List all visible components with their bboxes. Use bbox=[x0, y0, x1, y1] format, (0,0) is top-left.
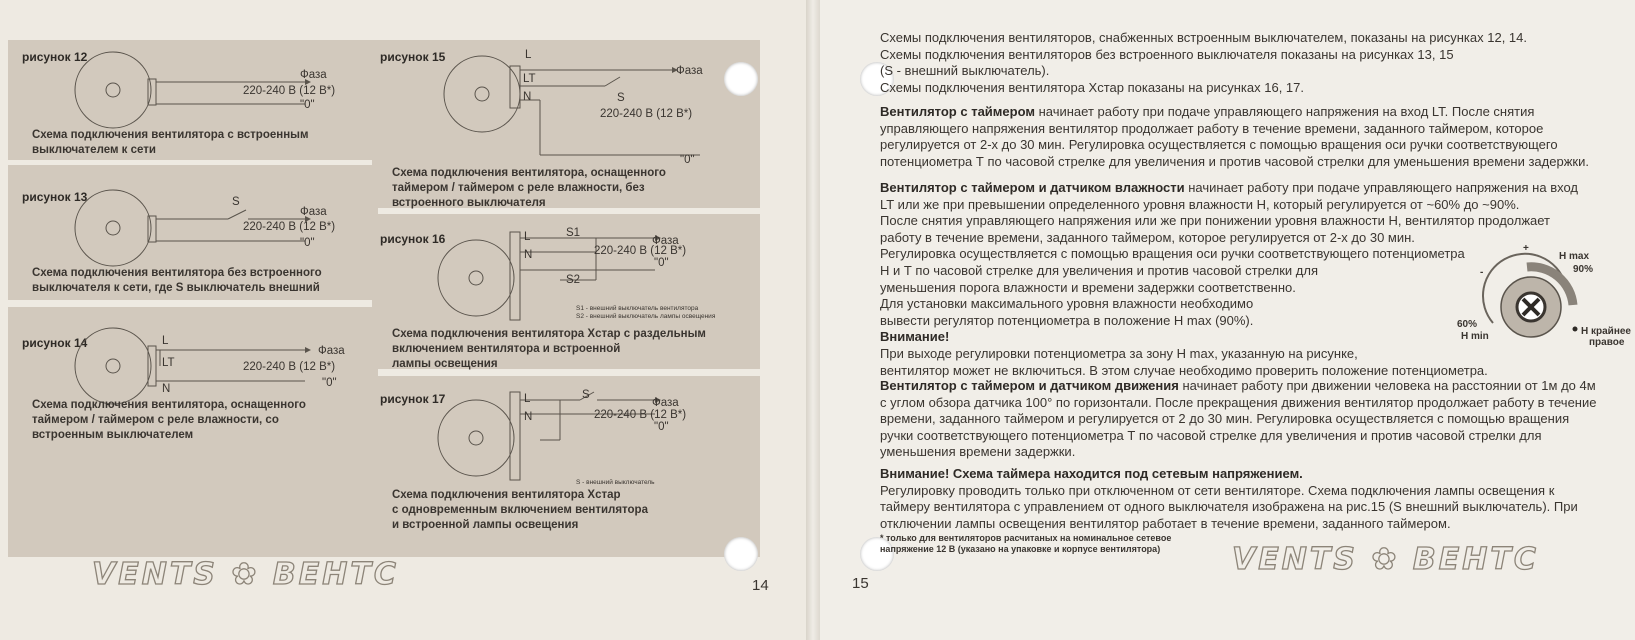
f15-voltage: 220-240 В (12 В*) bbox=[600, 108, 693, 120]
f14-caption-line-3: встроенным выключателем bbox=[32, 429, 194, 441]
figure-15-label: рисунок 15 bbox=[380, 50, 446, 64]
dial-minus: - bbox=[1480, 267, 1484, 278]
f15-phase: Фаза bbox=[676, 65, 703, 77]
f17-caption bbox=[392, 488, 648, 533]
humidity-line-1: начинает работу при подаче управляющего напряжения на вход bbox=[1184, 180, 1578, 195]
humidity-warn-line-2: вентилятор может не включиться. В этом случае необходимо проверить положение потенциометра. bbox=[880, 362, 1488, 378]
footnote-line-2: напряжение 12 В (указано на упаковке и корпусе вентилятора) bbox=[880, 544, 1161, 554]
f15-l: L bbox=[525, 49, 532, 61]
dial-60: 60% bbox=[1457, 319, 1478, 330]
f16-zero: "0" bbox=[654, 257, 669, 269]
motion-paragraph bbox=[880, 378, 1600, 461]
timer-paragraph bbox=[880, 104, 1600, 170]
f17-voltage: 220-240 В (12 В*) bbox=[594, 409, 687, 421]
dial-right-extreme-1: Н крайнее bbox=[1581, 326, 1631, 337]
intro-line-3: (S - внешний выключатель). bbox=[880, 63, 1050, 79]
motion-text: начинает работу при движении человека на расстоянии от 1м до 4м с углом обзора датчика 100° по горизонтали. После прекращения движения вентилятор продолжает работу в течение времени, заданного таймером и регулируется от 2 до 30 мин. Регулировка осуществляется с помощью вращения ручки соответствующего потенциометра Т по часовой стрелке для увеличения и против часовой стрелки для уменьшения времени задержки. bbox=[880, 378, 1597, 460]
f15-n: N bbox=[523, 91, 532, 103]
binder-hole-left-top bbox=[724, 62, 758, 96]
f16-l: L bbox=[524, 231, 531, 243]
f12-caption-line-2: выключателем к сети bbox=[32, 144, 156, 156]
figure-16-label: рисунок 16 bbox=[380, 232, 446, 246]
f17-zero: "0" bbox=[654, 421, 669, 433]
f16-s2: S2 bbox=[566, 274, 581, 286]
humidity-line-7: уменьшения порога влажности и времени задержки соответственно. bbox=[880, 279, 1296, 295]
f15-lt: LT bbox=[523, 73, 536, 85]
f14-zero: "0" bbox=[322, 377, 337, 389]
f17-note: S - внешний выключатель bbox=[576, 479, 655, 486]
f15-caption-line-3: встроенного выключателя bbox=[392, 197, 546, 209]
f14-caption-line-2: таймером / таймером с реле влажности, со bbox=[32, 414, 279, 426]
intro-line-4: Схемы подключения вентилятора Хстар показаны на рисунках 16, 17. bbox=[880, 79, 1304, 95]
f16-phase: Фаза bbox=[652, 235, 679, 247]
f15-caption-line-1: Схема подключения вентилятора, оснащенного bbox=[392, 167, 666, 179]
f12-voltage: 220-240 В (12 В*) bbox=[243, 85, 336, 97]
f16-note-1: S1 - внешний выключатель вентилятора bbox=[576, 305, 699, 312]
dial-90: 90% bbox=[1573, 264, 1594, 275]
footnote-line-1: * только для вентиляторов расчитаных на номинальное сетевое bbox=[880, 533, 1172, 543]
figure-12-label: рисунок 12 bbox=[22, 50, 88, 64]
timer-text: начинает работу при подаче управляющего напряжения на вход LT. После снятия управляющего напряжения вентилятор продолжает работу в течение времени, заданного таймером, которое регулируется от 2-х до 30 мин. Регулировка осуществляется с помощью вращения оси ручки соответствующего потенциометра Т по часовой стрелке для увеличения и против часовой стрелки для уменьшения времени задержки. bbox=[880, 104, 1589, 169]
page-number-left: 14 bbox=[752, 577, 769, 594]
vents-logo-left: VENTS ✿ ВЕНТС bbox=[92, 557, 399, 592]
f14-n: N bbox=[162, 383, 171, 395]
f17-l: L bbox=[524, 393, 531, 405]
f17-caption-line-1: Схема подключения вентилятора Хстар bbox=[392, 489, 621, 501]
dial-right-extreme-2: правое bbox=[1589, 337, 1625, 348]
humidity-line-9: вывести регулятор потенциометра в положение Н max (90%). bbox=[880, 312, 1254, 328]
warning-heading: Внимание! Схема таймера находится под сетевым напряжением. bbox=[880, 466, 1303, 481]
f14-lt: LT bbox=[162, 357, 175, 369]
f14-l: L bbox=[162, 335, 169, 347]
f15-s: S bbox=[617, 92, 625, 104]
fan-12-hub bbox=[106, 83, 120, 97]
f16-caption-line-3: лампы освещения bbox=[392, 358, 498, 370]
figure-17-label: рисунок 17 bbox=[380, 392, 446, 406]
f13-zero: "0" bbox=[300, 237, 315, 249]
f17-s: S bbox=[582, 389, 590, 401]
wiring-diagrams bbox=[0, 0, 812, 640]
footnote bbox=[880, 533, 1171, 555]
warning-text: Регулировку проводить только при отключенном от сети вентиляторе. Схема подключения лампы освещения к таймеру вентилятора с управлением от одного выключателя изображена на рис.15 (S внешний выключатель). При отключении лампы освещения вентилятор работает в течение времени, заданного таймером. bbox=[880, 482, 1578, 531]
binder-hole-left-bottom bbox=[724, 537, 758, 571]
humidity-line-5: Регулировка осуществляется с помощью вращения оси ручки соответствующего потенциометра bbox=[880, 246, 1465, 262]
intro-line-1: Схемы подключения вентиляторов, снабженных встроенным выключателем, показаны на рисунках 12, 14. bbox=[880, 30, 1528, 45]
humidity-line-2: LT или же при превышении определенного уровня влажности Н, который регулируется от ~60% до ~90%. bbox=[880, 196, 1520, 212]
f12-caption bbox=[32, 128, 308, 158]
f13-caption-line-2: выключателя к сети, где S выключатель внешний bbox=[32, 282, 320, 294]
figure-13-label: рисунок 13 bbox=[22, 190, 88, 204]
fan-12-body bbox=[75, 52, 151, 128]
vents-logo-right: VENTS ✿ ВЕНТС bbox=[1232, 542, 1539, 577]
humidity-heading: Вентилятор с таймером и датчиком влажности bbox=[880, 180, 1185, 195]
humidity-line-8: Для установки максимального уровня влажности необходимо bbox=[880, 296, 1254, 312]
intro-line-2: Схемы подключения вентиляторов без встроенного выключателя показаны на рисунках 13, 15 bbox=[880, 46, 1454, 62]
humidity-line-4: работу в течение времени, заданного таймером, которое регулируется от 2-х до 30 мин. bbox=[880, 229, 1415, 245]
f16-caption bbox=[392, 327, 706, 372]
f14-voltage: 220-240 В (12 В*) bbox=[243, 361, 336, 373]
f15-caption-line-2: таймером / таймером с реле влажности, без bbox=[392, 182, 645, 194]
f17-n: N bbox=[524, 411, 533, 423]
f15-caption bbox=[392, 166, 666, 211]
humidity-line-6: Н и Т по часовой стрелке для увеличения и против часовой стрелки для bbox=[880, 262, 1319, 278]
f16-note-2: S2 - внешний выключатель лампы освещения bbox=[576, 313, 716, 320]
f17-phase: Фаза bbox=[652, 397, 679, 409]
dial-hmin: Н min bbox=[1461, 331, 1489, 342]
f16-s1: S1 bbox=[566, 227, 581, 239]
f13-caption-line-1: Схема подключения вентилятора без встроенного bbox=[32, 267, 322, 279]
f14-phase: Фаза bbox=[318, 345, 345, 357]
f12-caption-line-1: Схема подключения вентилятора с встроенным bbox=[32, 129, 309, 141]
potentiometer-dial-diagram bbox=[1455, 245, 1635, 360]
f16-caption-line-1: Схема подключения вентилятора Хстар с раздельным bbox=[392, 328, 706, 340]
dial-plus: + bbox=[1523, 245, 1529, 254]
intro-paragraph bbox=[880, 30, 1600, 96]
figure-14-label: рисунок 14 bbox=[22, 336, 88, 350]
f14-caption-line-1: Схема подключения вентилятора, оснащенного bbox=[32, 399, 306, 411]
dial-hmax: Н max bbox=[1559, 251, 1590, 262]
f13-s: S bbox=[232, 196, 240, 208]
attention-label: Внимание! bbox=[880, 329, 950, 345]
f17-caption-line-3: и встроенной лампы освещения bbox=[392, 519, 579, 531]
f16-n: N bbox=[524, 249, 533, 261]
f16-voltage: 220-240 В (12 В*) bbox=[594, 245, 687, 257]
f17-caption-line-2: с одновременным включением вентилятора bbox=[392, 504, 648, 516]
humidity-warn-line-1: При выходе регулировки потенциометра за зону Н max, указанную на рисунке, bbox=[880, 345, 1358, 361]
warning-paragraph bbox=[880, 466, 1600, 532]
f13-phase: Фаза bbox=[300, 206, 327, 218]
f12-zero: "0" bbox=[300, 99, 315, 111]
f12-phase: Фаза bbox=[300, 69, 327, 81]
f13-caption bbox=[32, 266, 322, 296]
f14-caption bbox=[32, 398, 306, 443]
page-number-right: 15 bbox=[852, 575, 869, 592]
f15-zero: "0" bbox=[680, 154, 695, 166]
timer-heading: Вентилятор с таймером bbox=[880, 104, 1035, 119]
humidity-line-3: После снятия управляющего напряжения или же при понижении уровня влажности Н, вентилятор продолжает bbox=[880, 213, 1551, 229]
f16-caption-line-2: включением вентилятора и встроенной bbox=[392, 343, 621, 355]
f13-voltage: 220-240 В (12 В*) bbox=[243, 221, 336, 233]
motion-heading: Вентилятор с таймером и датчиком движения bbox=[880, 378, 1179, 393]
